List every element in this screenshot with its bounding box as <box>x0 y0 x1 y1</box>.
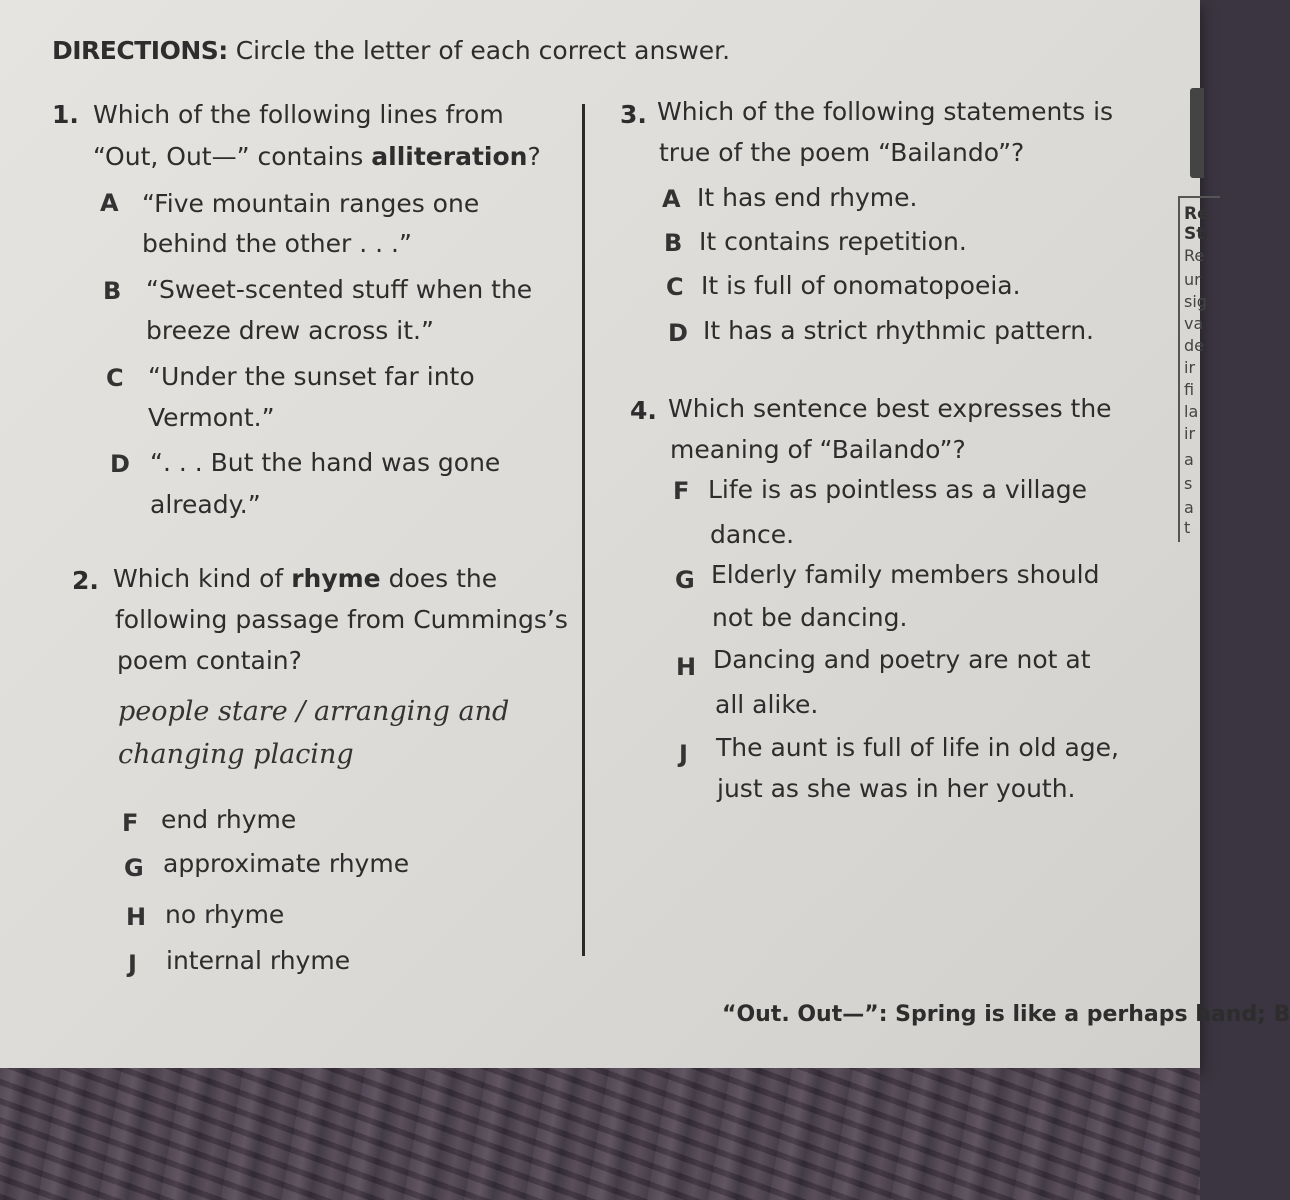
option-letter[interactable]: G <box>124 854 144 882</box>
option-text: no rhyme <box>165 900 285 929</box>
option-letter[interactable]: H <box>126 903 147 931</box>
question-number: 3. <box>620 100 647 129</box>
directions-text: Circle the letter of each correct answer. <box>235 36 731 65</box>
option-text: internal rhyme <box>166 946 351 975</box>
option-letter[interactable]: G <box>675 566 695 594</box>
question-number: 1. <box>52 100 79 129</box>
option-text: “. . . But the hand was gone <box>150 448 501 477</box>
question-number: 4. <box>630 396 657 425</box>
option-letter[interactable]: J <box>679 740 688 768</box>
page-edge-tab <box>1190 88 1204 178</box>
question-text: poem contain? <box>117 646 302 675</box>
option-letter[interactable]: D <box>668 319 688 347</box>
option-text: Life is as pointless as a village <box>708 475 1088 504</box>
question-text: “Out, Out—” contains alliteration? <box>93 142 541 171</box>
option-text: It contains repetition. <box>699 227 967 256</box>
option-letter[interactable]: F <box>122 809 139 837</box>
directions-label: DIRECTIONS: <box>52 36 228 65</box>
option-text: just as she was in her youth. <box>717 774 1076 803</box>
option-text: “Under the sunset far into <box>148 362 475 391</box>
option-letter[interactable]: A <box>662 185 681 213</box>
column-divider <box>582 104 585 956</box>
question-number: 2. <box>72 566 99 595</box>
option-text: already.” <box>150 490 261 519</box>
option-text: “Five mountain ranges one <box>142 189 480 218</box>
option-text: behind the other . . .” <box>142 229 412 258</box>
option-text: It is full of onomatopoeia. <box>701 271 1021 300</box>
option-text: It has end rhyme. <box>697 183 918 212</box>
question-text: true of the poem “Bailando”? <box>659 138 1025 167</box>
answer-key-footer: “Out. Out—”: Spring is like a perhaps hand; B <box>722 1002 1290 1027</box>
poem-passage: changing placing <box>118 739 354 770</box>
option-text: not be dancing. <box>712 603 908 632</box>
option-letter[interactable]: C <box>106 364 124 392</box>
option-letter[interactable]: H <box>676 653 697 681</box>
option-letter[interactable]: B <box>103 277 122 305</box>
option-letter[interactable]: D <box>110 450 130 478</box>
poem-passage: people stare / arranging and <box>118 696 510 727</box>
question-text: following passage from Cummings’s <box>115 605 568 634</box>
option-text: breeze drew across it.” <box>146 316 434 345</box>
directions <box>52 36 730 65</box>
option-text: Dancing and poetry are not at <box>713 645 1091 674</box>
option-text: It has a strict rhythmic pattern. <box>703 316 1094 345</box>
option-letter[interactable]: A <box>100 189 119 217</box>
option-text: dance. <box>710 520 795 549</box>
option-text: end rhyme <box>161 805 297 834</box>
option-text: Vermont.” <box>148 403 275 432</box>
question-text: Which sentence best expresses the <box>668 394 1112 423</box>
option-letter[interactable]: C <box>666 273 684 301</box>
option-text: Elderly family members should <box>711 560 1100 589</box>
question-text: Which of the following statements is <box>657 97 1114 126</box>
option-text: “Sweet-scented stuff when the <box>146 275 533 304</box>
question-text: Which of the following lines from <box>93 100 504 129</box>
question-text: Which kind of rhyme does the <box>113 564 498 593</box>
option-letter[interactable]: B <box>664 229 683 257</box>
option-letter[interactable]: J <box>128 950 137 978</box>
question-text: meaning of “Bailando”? <box>670 435 966 464</box>
side-panel-clipped: Re St Re ur sig va de ir fi la ir a s a t <box>1178 196 1220 542</box>
option-text: all alike. <box>715 690 819 719</box>
fabric-background <box>0 1068 1200 1200</box>
option-text: approximate rhyme <box>163 849 410 878</box>
option-text: The aunt is full of life in old age, <box>716 733 1119 762</box>
option-letter[interactable]: F <box>673 477 690 505</box>
